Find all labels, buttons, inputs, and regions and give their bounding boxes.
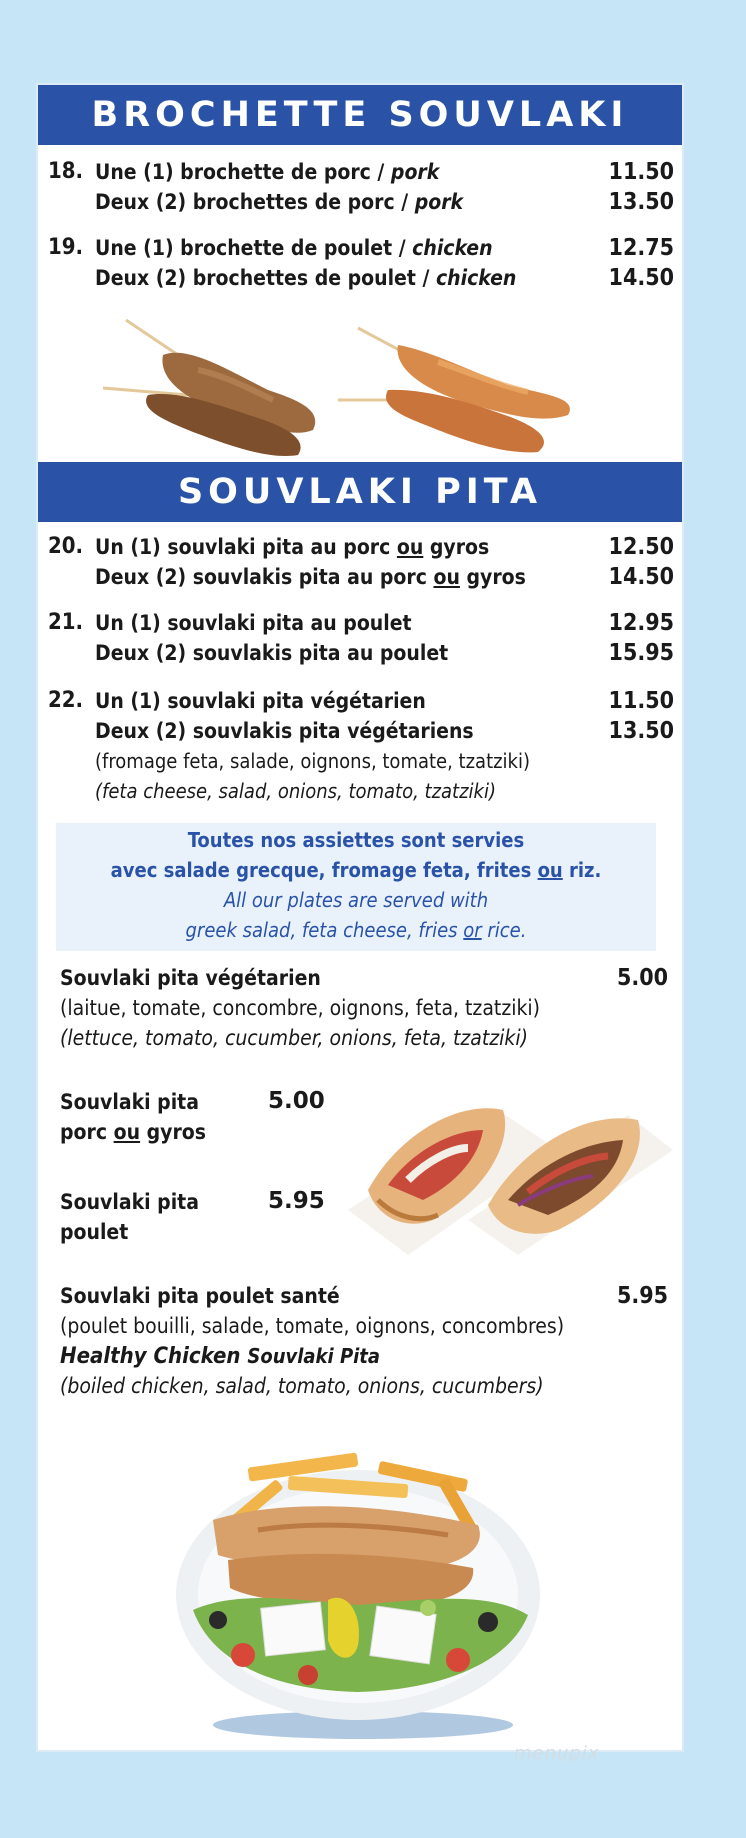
item-price: 13.50 bbox=[608, 718, 674, 744]
info-fr-line2 bbox=[56, 855, 656, 885]
item-desc-en: chicken bbox=[435, 266, 517, 290]
plate-photo bbox=[158, 1440, 568, 1740]
menu-item-19-line2 bbox=[48, 263, 674, 293]
item-desc: gyros bbox=[140, 1120, 207, 1144]
item-desc: Un (1) souvlaki pita au poulet bbox=[95, 611, 412, 635]
single-porc-price: 5.00 bbox=[268, 1088, 325, 1114]
item-price: 13.50 bbox=[608, 189, 674, 215]
single-poulet-name2: poulet bbox=[60, 1220, 129, 1244]
item-number: 18. bbox=[48, 159, 84, 184]
item-price: 15.95 bbox=[608, 640, 674, 666]
menu-item-20-line1 bbox=[48, 532, 674, 562]
menu-item-19-line1 bbox=[48, 233, 674, 263]
menu-item-18-line1 bbox=[48, 157, 674, 187]
single-veg-name: Souvlaki pita végétarien bbox=[60, 966, 321, 990]
item-desc-en: pork bbox=[414, 190, 464, 214]
menu-item-22-line2 bbox=[48, 716, 674, 746]
menu-page bbox=[38, 85, 682, 1750]
item-price: 12.50 bbox=[608, 534, 674, 560]
item-desc-fr: Deux (2) brochettes de porc / bbox=[95, 190, 415, 214]
single-sante-price: 5.95 bbox=[616, 1283, 668, 1309]
item-desc: Deux (2) souvlakis pita au poulet bbox=[95, 641, 449, 665]
info-text: greek salad, feta cheese, fries bbox=[185, 918, 464, 942]
item-title-en: Healthy Chicken bbox=[60, 1344, 248, 1369]
menu-item-21-line2 bbox=[48, 638, 674, 668]
item-desc-en: pork bbox=[390, 160, 440, 184]
item-desc: gyros bbox=[423, 535, 490, 559]
single-porc-name1: Souvlaki pita bbox=[60, 1090, 199, 1114]
chicken-skewer-image bbox=[338, 328, 570, 452]
section-banner-pita: SOUVLAKI PITA bbox=[38, 462, 682, 522]
watermark-text: menupix bbox=[514, 1743, 600, 1764]
item-number: 19. bbox=[48, 235, 84, 260]
single-sante-desc-en: (boiled chicken, salad, tomato, onions, cucumbers) bbox=[60, 1374, 544, 1398]
single-sante-name: Souvlaki pita poulet santé bbox=[60, 1284, 340, 1308]
item-price: 12.75 bbox=[608, 235, 674, 261]
skewers-photo bbox=[58, 300, 658, 460]
single-porc-name2 bbox=[60, 1120, 206, 1144]
plates-info-box bbox=[56, 823, 656, 951]
single-poulet-price: 5.95 bbox=[268, 1188, 325, 1214]
item-price: 12.95 bbox=[608, 610, 674, 636]
item-22-note-fr: (fromage feta, salade, oignons, tomate, tzatziki) bbox=[95, 749, 530, 773]
item-desc-ou: ou bbox=[113, 1120, 141, 1144]
item-desc-ou: ou bbox=[433, 565, 460, 589]
info-fr-line1: Toutes nos assiettes sont servies bbox=[187, 828, 525, 852]
item-price: 14.50 bbox=[608, 265, 674, 291]
item-desc-fr: Une (1) brochette de porc / bbox=[95, 160, 391, 184]
item-desc: Un (1) souvlaki pita au porc bbox=[95, 535, 397, 559]
section-banner-brochette: BROCHETTE SOUVLAKI bbox=[38, 85, 682, 145]
single-poulet-name1: Souvlaki pita bbox=[60, 1190, 199, 1214]
info-text-or: or bbox=[463, 918, 482, 942]
menu-item-20-line2 bbox=[48, 562, 674, 592]
item-number: 21. bbox=[48, 610, 84, 635]
item-desc: Deux (2) souvlakis pita végétariens bbox=[95, 719, 474, 743]
info-text-ou: ou bbox=[537, 858, 563, 882]
menu-item-22-line1 bbox=[48, 686, 674, 716]
item-desc-fr: Deux (2) brochettes de poulet / bbox=[95, 266, 436, 290]
item-desc: Un (1) souvlaki pita végétarien bbox=[95, 689, 426, 713]
info-en-line1: All our plates are served with bbox=[223, 888, 489, 912]
menu-item-21-line1 bbox=[48, 608, 674, 638]
item-number: 22. bbox=[48, 688, 84, 713]
item-22-note-en: (feta cheese, salad, onions, tomato, tzatziki) bbox=[95, 779, 496, 803]
single-veg-desc-fr: (laitue, tomate, concombre, oignons, feta, tzatziki) bbox=[60, 996, 541, 1020]
info-text: avec salade grecque, fromage feta, frites bbox=[110, 858, 538, 882]
item-desc: porc bbox=[60, 1120, 114, 1144]
info-text: rice. bbox=[481, 918, 527, 942]
menu-item-18-line2 bbox=[48, 187, 674, 217]
pork-skewer-image bbox=[103, 320, 315, 456]
pita-wraps-photo bbox=[338, 1080, 673, 1255]
single-veg-price: 5.00 bbox=[616, 965, 668, 991]
single-sante-title-en bbox=[60, 1341, 676, 1372]
item-price: 11.50 bbox=[608, 688, 674, 714]
item-desc: Deux (2) souvlakis pita au porc bbox=[95, 565, 434, 589]
item-desc: gyros bbox=[459, 565, 526, 589]
single-sante-desc-fr: (poulet bouilli, salade, tomate, oignons, concombres) bbox=[60, 1314, 565, 1338]
item-desc-en: chicken bbox=[412, 236, 493, 260]
info-text: riz. bbox=[562, 858, 602, 882]
info-en-line2 bbox=[56, 915, 656, 945]
item-desc-ou: ou bbox=[396, 535, 424, 559]
item-price: 11.50 bbox=[608, 159, 674, 185]
item-price: 14.50 bbox=[608, 564, 674, 590]
single-veg-desc-en: (lettuce, tomato, cucumber, onions, feta, tzatziki) bbox=[60, 1026, 528, 1050]
item-number: 20. bbox=[48, 534, 84, 559]
chicken-image bbox=[213, 1506, 480, 1605]
item-desc-fr: Une (1) brochette de poulet / bbox=[95, 236, 413, 260]
item-title-en: Souvlaki Pita bbox=[247, 1344, 381, 1368]
